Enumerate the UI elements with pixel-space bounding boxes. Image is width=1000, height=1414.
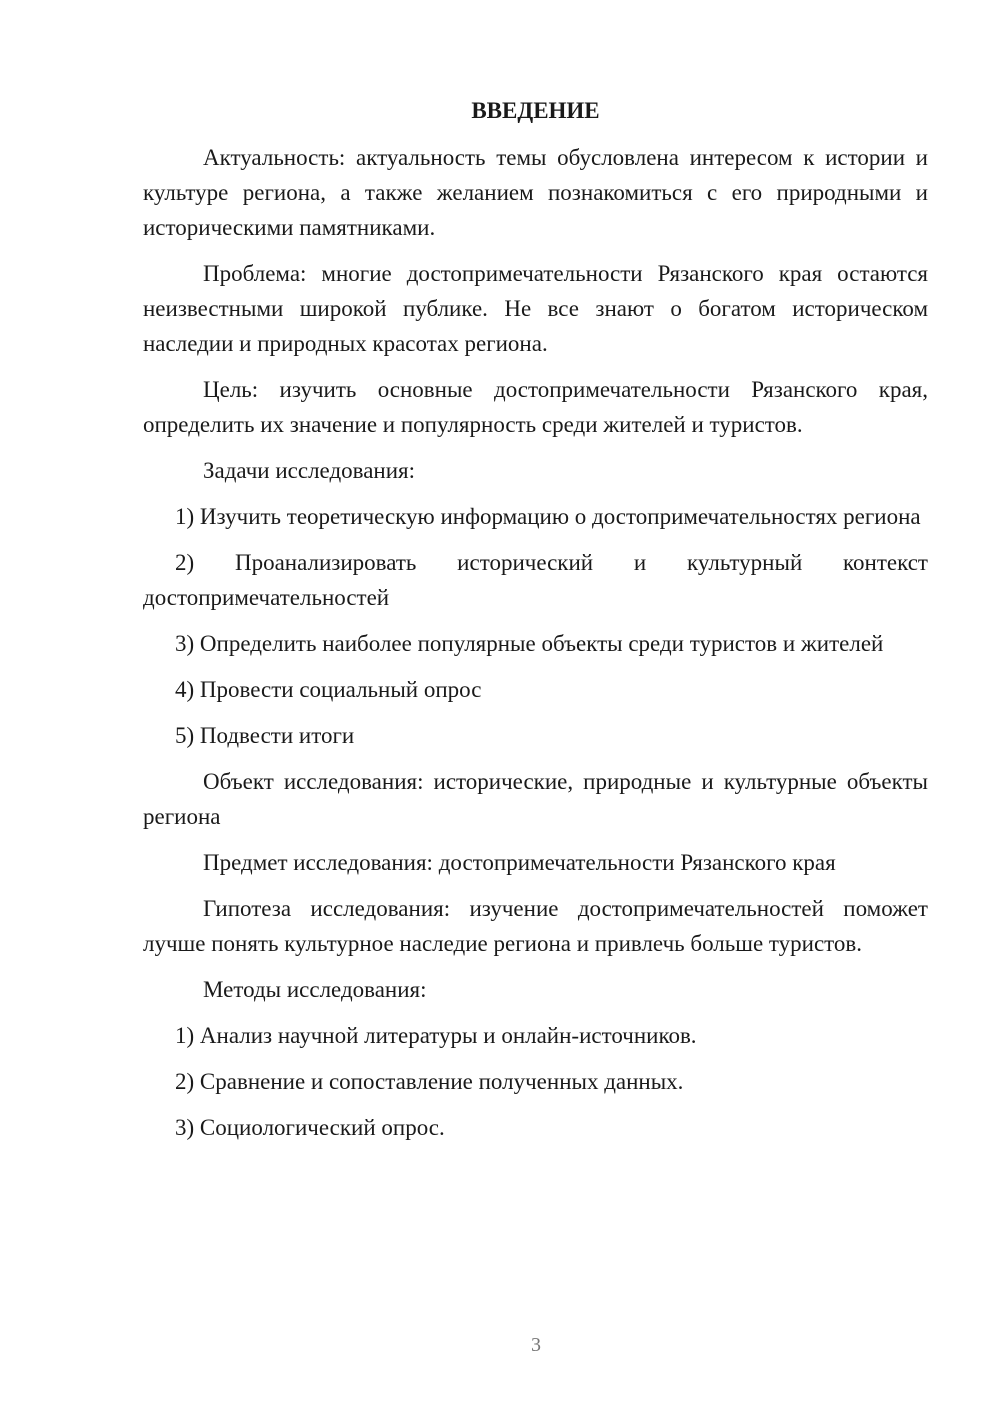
relevance-paragraph: Актуальность: актуальность темы обусловлена интересом к истории и культуре региона, а также желанием познакомиться с его природными и историческими памятниками. [143, 145, 928, 240]
task-item: 4) Провести социальный опрос [175, 677, 482, 702]
methods-heading: Методы исследования: [203, 977, 427, 1002]
page-number: 3 [531, 1334, 541, 1356]
tasks-heading: Задачи исследования: [203, 458, 416, 483]
object-paragraph: Объект исследования: исторические, природные и культурные объекты региона [143, 769, 928, 829]
task-item: 2) Проанализировать исторический и культурный контекст достопримечательностей [143, 550, 928, 610]
task-item: 3) Определить наиболее популярные объекты среди туристов и жителей [175, 631, 884, 656]
problem-paragraph: Проблема: многие достопримечательности Рязанского края остаются неизвестными широкой публике. Не все знают о богатом историческом наследии и природных красотах региона. [143, 261, 928, 356]
method-item: 2) Сравнение и сопоставление полученных данных. [175, 1069, 684, 1094]
goal-paragraph: Цель: изучить основные достопримечательности Рязанского края, определить их значение и популярность среди жителей и туристов. [143, 377, 928, 437]
subject-paragraph: Предмет исследования: достопримечательности Рязанского края [203, 850, 836, 875]
task-item: 1) Изучить теоретическую информацию о достопримечательностях региона [175, 504, 921, 529]
page-content [143, 93, 928, 1156]
task-item: 5) Подвести итоги [175, 723, 355, 748]
section-title: ВВЕДЕНИЕ [471, 98, 600, 123]
hypothesis-paragraph: Гипотеза исследования: изучение достопримечательностей поможет лучше понять культурное наследие региона и привлечь больше туристов. [143, 896, 928, 956]
method-item: 3) Социологический опрос. [175, 1115, 445, 1140]
method-item: 1) Анализ научной литературы и онлайн-источников. [175, 1023, 697, 1048]
